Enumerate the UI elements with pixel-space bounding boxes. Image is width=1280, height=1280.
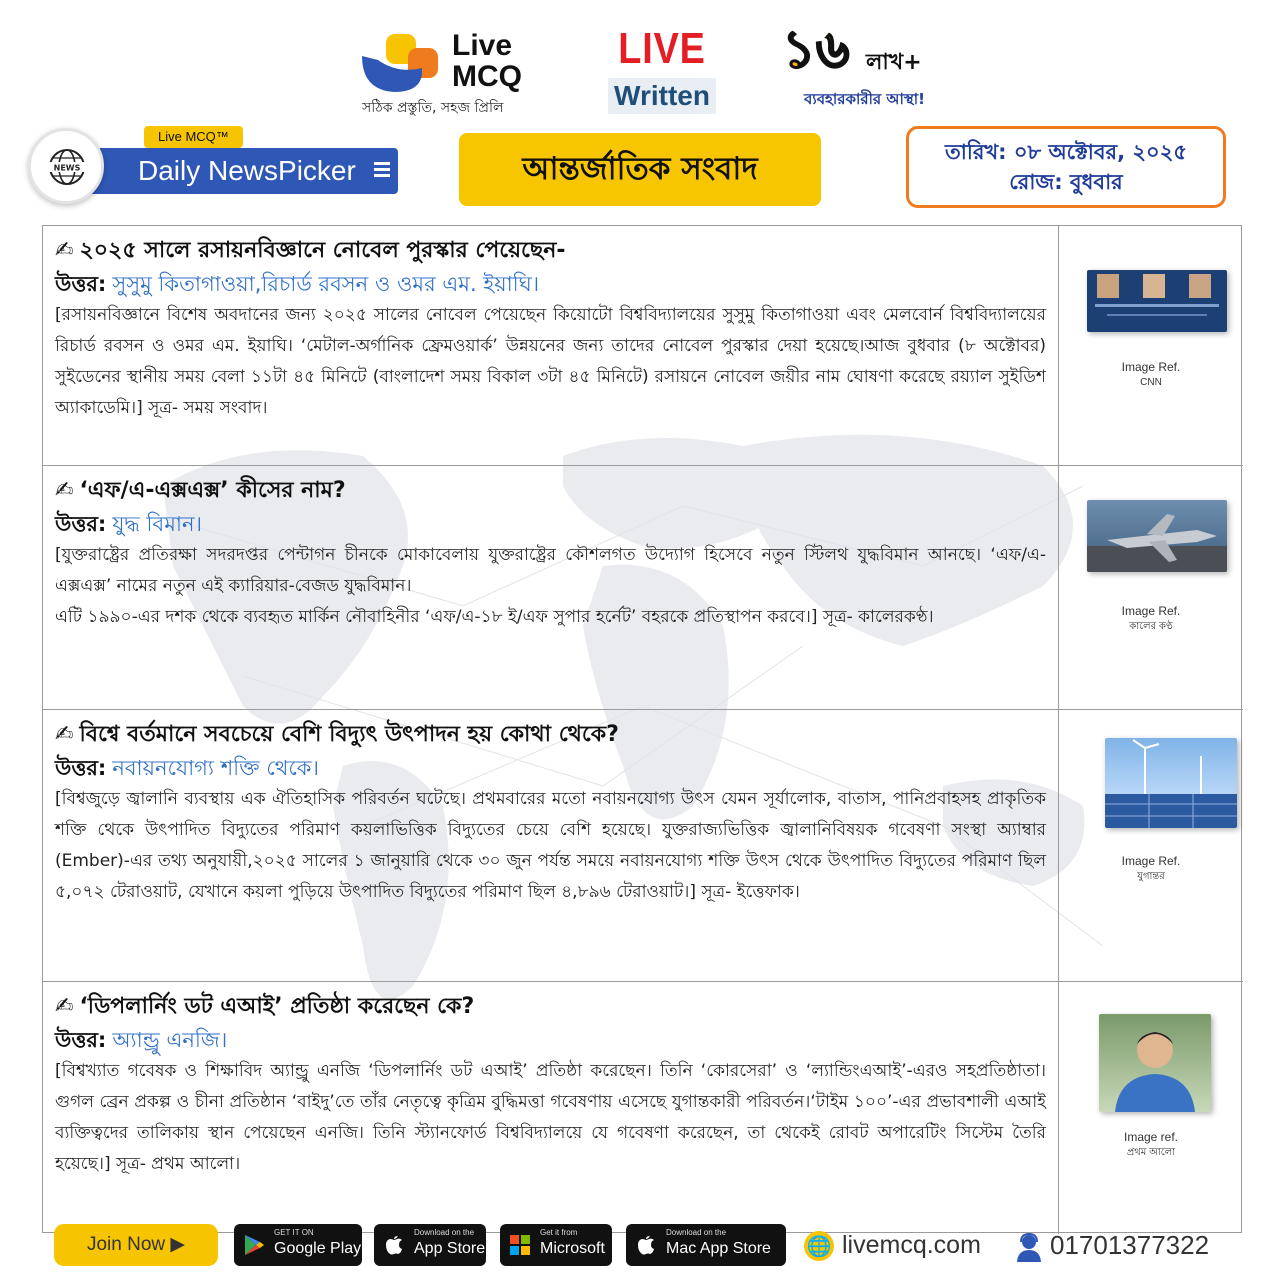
store-big-label: Mac App Store (666, 1240, 771, 1257)
answer-text: নবায়নযোগ্য শক্তি থেকে। (112, 756, 319, 780)
users-unit: লাখ+ (866, 50, 922, 75)
news-item-2 (43, 466, 1243, 710)
globe-icon: 🌐 (804, 1231, 834, 1261)
news-item-3 (43, 710, 1243, 982)
users-count: ১৬ (782, 20, 850, 80)
image-ref (1059, 852, 1243, 884)
live-label: LIVE (618, 24, 706, 73)
question-2 (55, 474, 1046, 508)
detail-text: [বিশ্বজুড়ে জ্বালানি ব্যবস্থায় এক ঐতিহাসিক পরিবর্তন ঘটেছে। প্রথমবারের মতো নবায়নযোগ্য উৎস যেমন সূর্যালোক, বাতাস, পানিপ্রবাহসহ প্রাকৃতিক শক্তি থেকে উৎপাদিত বিদ্যুতের পরিমাণ কয়লাভিত্তিক বিদ্যুতের চেয়ে বেশি হয়েছে। যুক্তরাজ্যভিত্তিক জ্বালানিবিষয়ক গবেষণা সংস্থা অ্যাম্বার (Ember)-এর তথ্য অনুযায়ী,২০২৫ সালের ১ জানুয়ারি থেকে ৩০ জুন পর্যন্ত সময়ে নবায়নযোগ্য শক্তি উৎস থেকে উৎপাদিত বিদ্যুতের পরিমাণ ছিল ৫,০৭২ টেরাওয়াট, যেখানে কয়লা পুড়িয়ে উৎপাদিত বিদ্যুতের পরিমাণ ছিল ৪,৮৯৬ টেরাওয়াট।] সূত্র- ইত্তেফাক। (55, 789, 1046, 902)
store-big-label: Microsoft (540, 1240, 605, 1257)
image-ref-label: Image ref. (1123, 1130, 1179, 1144)
section-title: আন্তর্জাতিক সংবাদ (459, 133, 821, 206)
day-line: রোজ: বুধবার (1009, 170, 1123, 194)
detail-text: [যুক্তরাষ্ট্রের প্রতিরক্ষা সদরদপ্তর পেন্টাগন চীনকে মোকাবেলায় যুক্তরাষ্ট্রের কৌশলগত উদ্যোগ হিসেবে নতুন স্টিলথ যুদ্ধবিমান আনছে। ‘এফ/এ-এক্সএক্স’ নামের নতুন এই ক্যারিয়ার-বেজড যুদ্ধবিমান। (55, 545, 1046, 596)
news-item-4 (43, 982, 1243, 1234)
windows-icon (508, 1233, 532, 1257)
question-text: বিশ্বে বর্তমানে সবচেয়ে বেশি বিদ্যুৎ উৎপাদন হয় কোথা থেকে? (79, 722, 619, 747)
phone-number[interactable] (1014, 1228, 1209, 1262)
answer-label: উত্তর: (55, 756, 107, 780)
news-item-1 (43, 226, 1243, 466)
mac-app-store-button[interactable] (626, 1224, 786, 1266)
image-ref-label: Image Ref. (1121, 854, 1181, 868)
users-badge (782, 20, 982, 118)
store-small-label: Download on the (414, 1228, 475, 1237)
question-text: ২০২৫ সালে রসায়নবিজ্ঞানে নোবেল পুরস্কার পেয়েছেন- (79, 238, 566, 263)
phone-text: 01701377322 (1050, 1230, 1210, 1260)
livemcq-logo-icon (358, 34, 440, 96)
date-line: তারিখ: ০৮ অক্টোবর, ২০২৫ (944, 140, 1187, 164)
menu-lines-icon (374, 162, 390, 180)
answer-text: সুসুমু কিতাগাওয়া,রিচার্ড রবসন ও ওমর এম. ইয়াঘি। (112, 272, 540, 296)
apple-icon (634, 1233, 658, 1257)
question-3 (55, 718, 1046, 752)
store-big-label: Google Play (274, 1240, 362, 1257)
writing-hand-icon: ✍ (55, 994, 74, 1019)
join-now-button[interactable]: Join Now ▶ (54, 1224, 218, 1266)
image-cell (1059, 466, 1243, 709)
answer-2 (55, 508, 1046, 540)
question-1 (55, 234, 1046, 268)
apple-icon (382, 1233, 406, 1257)
image-ref-source: CNN (1140, 377, 1162, 388)
answer-1 (55, 268, 1046, 300)
question-4 (55, 990, 1046, 1024)
footer (0, 1222, 1280, 1272)
image-ref-label: Image Ref. (1121, 360, 1181, 374)
users-trust: ব্যবহারকারীর আস্থা! (804, 90, 926, 108)
image-ref-label: Image Ref. (1121, 604, 1181, 618)
image-ref-source: যুগান্তর (1137, 871, 1165, 882)
store-small-label: Download on the (666, 1228, 727, 1237)
image-ref-source: কালের কণ্ঠ (1129, 621, 1173, 632)
answer-3 (55, 752, 1046, 784)
newspicker-title-bar (70, 148, 398, 194)
brand-tagline: সঠিক প্রস্তুতি, সহজ প্রিলি (362, 100, 504, 116)
header (0, 0, 1280, 225)
answer-4 (55, 1024, 1046, 1056)
play-icon (242, 1233, 266, 1257)
support-agent-icon (1014, 1232, 1044, 1262)
writing-hand-icon: ✍ (55, 238, 74, 263)
question-text: ‘এফ/এ-এক্সএক্স’ কীসের নাম? (79, 478, 346, 503)
news-table (42, 225, 1242, 1233)
image-cell (1059, 710, 1243, 981)
writing-hand-icon: ✍ (55, 478, 74, 503)
globe-label: NEWS (53, 163, 81, 173)
image-cell (1059, 226, 1243, 465)
website-link[interactable] (804, 1228, 981, 1262)
renewable-energy-image (1105, 738, 1237, 828)
image-ref-source: প্রথম আলো (1126, 1147, 1176, 1158)
image-ref (1059, 358, 1243, 390)
live-written-badge[interactable] (608, 26, 716, 116)
fighter-jet-image (1087, 500, 1227, 572)
answer-label: উত্তর: (55, 272, 107, 296)
answer-label: উত্তর: (55, 1028, 107, 1052)
news-text-cell (43, 982, 1059, 1234)
news-text-cell (43, 466, 1059, 709)
detail-text-2: এটি ১৯৯০-এর দশক থেকে ব্যবহৃত মার্কিন নৌবাহিনীর ‘এফ/এ-১৮ ই/এফ সুপার হর্নেট’ বহরকে প্রতিস্থাপন করবে।] সূত্র- কালেরকণ্ঠ। (55, 607, 934, 627)
app-store-button[interactable] (374, 1224, 486, 1266)
microsoft-store-button[interactable] (500, 1224, 612, 1266)
google-play-button[interactable] (234, 1224, 362, 1266)
image-cell (1059, 982, 1243, 1234)
nobel-laureates-image (1087, 270, 1227, 332)
writing-hand-icon: ✍ (55, 722, 74, 747)
store-small-label: GET IT ON (274, 1228, 314, 1237)
newspicker-title: Daily NewsPicker (138, 155, 356, 186)
news-text-cell (43, 710, 1059, 981)
daily-newspicker-logo (28, 126, 400, 222)
date-box (906, 126, 1226, 208)
store-big-label: App Store (414, 1240, 486, 1257)
newspicker-tag: Live MCQ™ (144, 126, 243, 148)
detail-text: [রসায়নবিজ্ঞানে বিশেষ অবদানের জন্য ২০২৫ সালের নোবেল পেয়েছেন কিয়োটো বিশ্ববিদ্যালয়ের সুসুমু কিতাগাওয়া এবং মেলবোর্ন বিশ্ববিদ্যালয়ের রিচার্ড রবসন ও ওমর এম. ইয়াঘি। ‘মেটাল-অর্গানিক ফ্রেমওয়ার্ক’ উন্নয়নের জন্য তাদের নোবেল পুরস্কার দেয়া হয়েছে।আজ বুধবার (৮ অক্টোবর) সুইডেনের স্থানীয় সময় বেলা ১১টা ৪৫ মিনিটে (বাংলাদেশ সময় বিকাল ৩টা ৪৫ মিনিটে) রসায়নে নোবেল জয়ীর নাম ঘোষণা করেছে রয়্যাল সুইডিশ অ্যাকাডেমি।] সূত্র- সময় সংবাদ। (55, 305, 1046, 418)
image-ref (1059, 602, 1243, 634)
website-text: livemcq.com (842, 1231, 981, 1259)
brand-name: Live MCQ (452, 29, 522, 93)
image-ref (1059, 1128, 1243, 1160)
livemcq-brand[interactable] (358, 30, 558, 120)
answer-text: যুদ্ধ বিমান। (112, 512, 202, 536)
answer-text: অ্যান্ড্রু এনজি। (112, 1028, 228, 1052)
news-globe-icon (28, 128, 104, 204)
written-label: Written (608, 78, 716, 114)
news-text-cell (43, 226, 1059, 465)
store-small-label: Get it from (540, 1228, 578, 1237)
question-text: ‘ডিপলার্নিং ডট এআই’ প্রতিষ্ঠা করেছেন কে? (79, 994, 475, 1019)
detail-text: [বিশ্বখ্যাত গবেষক ও শিক্ষাবিদ অ্যান্ড্রু এনজি ‘ডিপলার্নিং ডট এআই’ প্রতিষ্ঠা করেছেন। তিনি ‘কোরসেরা’ ও ‘ল্যান্ডিংএআই’-এরও সহপ্রতিষ্ঠাতা। গুগল ব্রেন প্রকল্প ও চীনা প্রতিষ্ঠান ‘বাইদু’তে তাঁর নেতৃত্বে কৃত্রিম বুদ্ধিমত্তা গবেষণায় এসেছে যুগান্তকারী পরিবর্তন।‘টাইম ১০০’-এর প্রভাবশালী এআই ব্যক্তিত্বদের তালিকায় স্থান পেয়েছেন এনজি। তিনি স্ট্যানফোর্ড বিশ্ববিদ্যালয়ে যে গবেষণা করেছেন, তা থেকেই রোবট অপারেটিং সিস্টেম তৈরি হয়েছে।] সূত্র- প্রথম আলো। (55, 1061, 1046, 1174)
answer-label: উত্তর: (55, 512, 107, 536)
andrew-ng-photo (1099, 1014, 1211, 1112)
